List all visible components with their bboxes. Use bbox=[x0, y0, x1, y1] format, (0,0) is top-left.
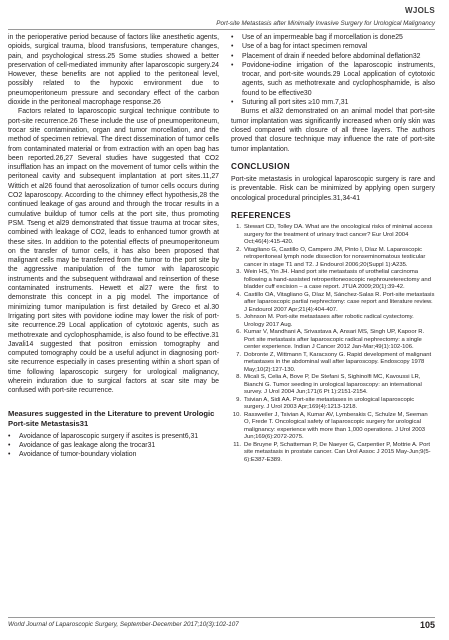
bullet-icon: • bbox=[231, 52, 234, 60]
conclusion-heading: CONCLUSION bbox=[231, 161, 291, 171]
left-paragraph-1: in the perioperative period because of factors like anesthetic agents, opioids, surgical trauma, blood transfusions, temperature changes, pain, and psychological stress.25 Some studies showed a better preservation of cell-mediated immunity after laparoscopic surgery.24 However, these benefits are not applied to the peritoneal level, possibly related to the hypoxic environment due to pneumoperitoneum pressure and secondary effect of the carbon dioxide in the peritoneal macrophage response.26 bbox=[8, 34, 219, 107]
bullet-icon: • bbox=[8, 451, 11, 459]
measures-subheading: Measures suggested in the Literature to prevent Urologic Port-site Metastasis31 bbox=[8, 408, 215, 428]
page-number: 105 bbox=[419, 620, 435, 630]
list-item: 10. Rassweiler J, Tsivian A, Kumar AV, Lymberakis C, Schulze M, Seeman O, Frede T. Oncological safety of laparoscopic surgery for urological malignancy: experience with more than 1,000 operations. J Urol 2003 Jun;169(6):2072-2075. bbox=[232, 411, 428, 441]
right-paragraph-1: Burns et al32 demonstrated on an animal model that port-site tumor implantation was significantly increased when only skin was closed compared with closure of all three layers. The authors proved that closure technique may influence the rate of port-site tumor implantation. bbox=[231, 108, 435, 153]
conclusion-paragraph: Port-site metastasis in urological laparoscopic surgery is rare and is preventable. Risk can be minimized by applying open surgery oncological procedural principles.31,34-41 bbox=[231, 176, 435, 202]
list-item: 6. Kumar V, Mandhani A, Srivastava A, Ansari MS, Singh UP, Kapoor R. Port site metastasis after laparoscopic radical nephrectomy: a single center experience. Indian J Cancer 2012 Jan-Mar;49(1):102-106. bbox=[236, 329, 425, 351]
left-paragraph-2: Factors related to laparoscopic surgical technique contribute to port-site recurrence.26 These include the use of pneumoperitoneum, trocar site contamination, organ and tumor morcellation, and the method of specimen retrieval. The direct dissemination of tumor cells from contaminated material or from extraction with an open bag has been reported.26,27 Several studies have suggested that CO2 insufflation has an impact on the movement of tumor cells within the peritoneal cavity and subsequent implantation at port sites.11,27 Wittich et al26 found that aerosolization of tumor cells occurs during CO2 laparoscopy. According to the chimney effect hypothesis,28 the continued leakage of gas around and through the trocar results in a cumulative buildup of tumor cells at the port site, thus promoting PSM. Tseng et al29 demonstrated that tissue trauma at trocar sites, combined with leakage of CO2, leads to enhanced tumor growth at these sites. In addition to the potential effects of pneumoperitoneum on the transfer of tumor cells, it has also been proposed that malignant cells may be transferred from the tumor to the port site by the aggressive manipulation of the tumor with laparoscopic instruments and the subsequent withdrawal and reinsertion of these contaminated instruments. Hewett et al27 were the first to demonstrate this concept in a pig model. The importance of minimizing tumor manipulation is first detailed by Greco et al.30 Irrigating port sites with povidone iodine may lower the risk of port-site recurrence.29 Local application of cytotoxic agents, such as methotrexate and cyclophosphamide, is also found to be effective.31 Javali14 suggested that positron emission tomography and computed tomography could be a useful adjunct in diagnosing port-site recurrence especially in cases presenting within a short span of time following laparoscopic surgery for urological malignancy, wherein induration due to surgical factors at scar site may be confused with port-site recurrence. bbox=[8, 108, 219, 395]
list-item: 5. Johnson M. Port-site metastases after robotic radical cystectomy. Urology 2017 Aug. bbox=[236, 314, 414, 328]
list-item: 9. Tsivian A, Sidi AA. Port-site metastases in urological laparoscopic surgery. J Urol 2003 Apr;169(4):1213-1218. bbox=[236, 396, 415, 411]
references-heading: REFERENCES bbox=[231, 211, 291, 221]
bullet-icon: • bbox=[231, 61, 234, 69]
list-item: 1. Stewart CD, Tolley DA. What are the oncological risks of minimal access surgery for the treatment of urinary tract cancer? Eur Urol 2004 Oct;46(4):415-420. bbox=[236, 224, 433, 246]
footer-citation: World Journal of Laparoscopic Surgery, September-December 2017;10(3):102-107 bbox=[8, 621, 239, 628]
bullet-icon: • bbox=[231, 34, 234, 41]
bullet-icon: • bbox=[231, 43, 234, 51]
bullet-icon: • bbox=[8, 432, 11, 440]
list-item: • Suturing all port sites ≥10 mm.7,31 bbox=[231, 99, 349, 107]
left-column bbox=[8, 33, 219, 459]
list-item: 8. Micali S, Celia A, Bove P, De Stefani S, Sighinolfi MC, Kavoussi LR, Bianchi G. Tumor seeding in urological laparoscopy: an international survey. J Urol 2004 Jun;171(6 Pt 1):2151-2154. bbox=[236, 374, 422, 396]
list-item: • Avoidance of gas leakage along the trocar31 bbox=[8, 441, 156, 449]
bullet-icon: • bbox=[8, 441, 11, 449]
right-column bbox=[231, 33, 435, 464]
list-item: 11. De Bruyne P, Schatteman P, De Naeyer G, Carpentier P, Mottrie A. Port site metastasis in prostate cancer. Can Urol Assoc J 2015 May-Jun;9(5-6):E387-E389. bbox=[233, 441, 431, 463]
list-item: • Placement of drain if needed before abdominal deflation32 bbox=[231, 52, 421, 60]
right-bullet-list bbox=[231, 33, 435, 107]
list-item: • Use of a bag for intact specimen removal bbox=[231, 43, 368, 51]
list-item: 7. Dobronte Z, Wittmann T, Karacsony G. Rapid development of malignant metastases in the abdominal wall after laparoscopy. Endoscopy 1978 May;10(2):127-130. bbox=[236, 351, 432, 373]
list-item: 3. Wein HS, Yin JH. Hand port site metastasis of urothelial carcinoma following a hand-assisted retroperitoneoscopic nephroureterectomy and bladder cuff excision – a case report. JTUA 2009;20(1):39-42. bbox=[236, 269, 431, 291]
bullet-icon: • bbox=[231, 99, 234, 107]
list-item: 4. Castillo OA, Vitagliano G, Díaz M, Sánchez-Salas R. Port-site metastasis after laparoscopic partial nephrectomy: case report and literature review. J Endourol 2007 Apr;21(4):404-407. bbox=[236, 291, 435, 313]
journal-abbreviation: WJOLS bbox=[405, 6, 435, 15]
list-item: • Avoidance of tumor-boundary violation bbox=[8, 451, 137, 459]
list-item: • Povidone-iodine irrigation of the laparoscopic instruments, trocar, and port-site wounds.29 Local application of cytotoxic agents, such as methotrexate and cyclophosphamide, is also found to be effective30 bbox=[231, 61, 435, 97]
list-item: 2. Vitagliano G, Castillo O, Campero JM, Pinto I, Díaz M. Laparoscopic retroperitoneal lymph node dissection for nonseminomatous testicular cancer in stage T1 and T2. J Endourol 2006;20(Suppl 1):A235. bbox=[236, 246, 426, 268]
running-title: Port-site Metastasis after Minimally Invasive Surgery for Urological Malignancy bbox=[8, 20, 435, 30]
references-list bbox=[231, 224, 435, 464]
list-item: • Use of an impermeable bag if morcellation is done25 bbox=[231, 34, 403, 41]
left-bullet-list bbox=[8, 432, 219, 460]
page-footer bbox=[8, 617, 435, 628]
list-item: • Avoidance of laparoscopic surgery if ascites is present6,31 bbox=[8, 432, 199, 440]
